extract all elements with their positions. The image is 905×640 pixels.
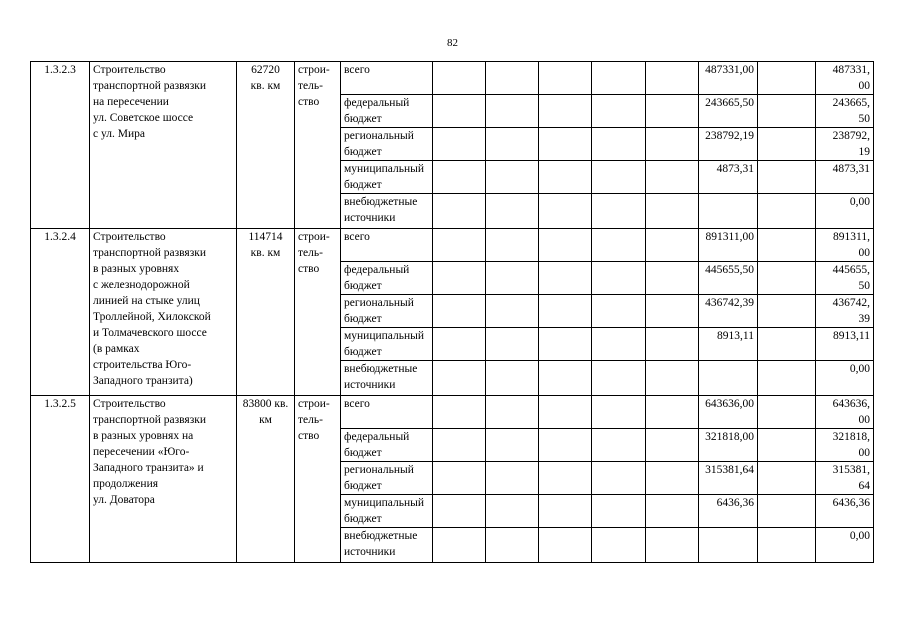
empty-cell xyxy=(592,128,646,161)
empty-cell xyxy=(592,396,646,429)
empty-cell xyxy=(433,361,486,396)
total-cell: 0,00 xyxy=(816,361,874,396)
total-cell: 238792, 19 xyxy=(816,128,874,161)
amount-cell xyxy=(699,194,758,229)
empty-cell xyxy=(486,462,539,495)
empty-cell xyxy=(539,462,592,495)
empty-cell xyxy=(758,295,816,328)
table-row xyxy=(31,62,874,95)
empty-cell xyxy=(592,161,646,194)
empty-cell xyxy=(433,429,486,462)
total-cell: 643636, 00 xyxy=(816,396,874,429)
empty-cell xyxy=(592,62,646,95)
project-capacity: 83800 кв. км xyxy=(237,396,295,563)
empty-cell xyxy=(758,62,816,95)
total-cell: 891311, 00 xyxy=(816,229,874,262)
empty-cell xyxy=(539,429,592,462)
empty-cell xyxy=(486,194,539,229)
amount-cell: 445655,50 xyxy=(699,262,758,295)
amount-cell: 436742,39 xyxy=(699,295,758,328)
total-cell: 243665, 50 xyxy=(816,95,874,128)
project-work-type: строи- тель- ство xyxy=(295,62,341,229)
empty-cell xyxy=(646,62,699,95)
empty-cell xyxy=(646,429,699,462)
funding-source: муниципальный бюджет xyxy=(341,161,433,194)
empty-cell xyxy=(592,229,646,262)
empty-cell xyxy=(758,429,816,462)
empty-cell xyxy=(539,295,592,328)
funding-source: федеральный бюджет xyxy=(341,95,433,128)
investment-plan-table xyxy=(30,61,874,563)
empty-cell xyxy=(486,295,539,328)
project-code: 1.3.2.5 xyxy=(31,396,90,563)
empty-cell xyxy=(646,295,699,328)
project-name: Строительство транспортной развязки в разных уровнях с железнодорожной линией на стыке улиц Троллейной, Хилокской и Толмачевского шоссе (в рамках строительства Юго- Западного транзита) xyxy=(90,229,237,396)
funding-source: муниципальный бюджет xyxy=(341,495,433,528)
empty-cell xyxy=(433,495,486,528)
empty-cell xyxy=(433,328,486,361)
empty-cell xyxy=(486,229,539,262)
empty-cell xyxy=(646,528,699,563)
empty-cell xyxy=(486,328,539,361)
amount-cell: 243665,50 xyxy=(699,95,758,128)
project-work-type: строи- тель- ство xyxy=(295,396,341,563)
project-capacity: 62720 кв. км xyxy=(237,62,295,229)
empty-cell xyxy=(539,128,592,161)
empty-cell xyxy=(539,528,592,563)
funding-source: муниципальный бюджет xyxy=(341,328,433,361)
empty-cell xyxy=(433,262,486,295)
empty-cell xyxy=(486,528,539,563)
amount-cell: 315381,64 xyxy=(699,462,758,495)
empty-cell xyxy=(592,495,646,528)
empty-cell xyxy=(433,62,486,95)
empty-cell xyxy=(758,161,816,194)
empty-cell xyxy=(486,262,539,295)
funding-source: всего xyxy=(341,229,433,262)
empty-cell xyxy=(592,361,646,396)
empty-cell xyxy=(433,128,486,161)
empty-cell xyxy=(539,328,592,361)
funding-source: внебюджетные источники xyxy=(341,361,433,396)
funding-source: региональный бюджет xyxy=(341,295,433,328)
empty-cell xyxy=(433,295,486,328)
total-cell: 445655, 50 xyxy=(816,262,874,295)
empty-cell xyxy=(646,361,699,396)
empty-cell xyxy=(592,462,646,495)
empty-cell xyxy=(592,328,646,361)
total-cell: 8913,11 xyxy=(816,328,874,361)
total-cell: 0,00 xyxy=(816,528,874,563)
amount-cell: 4873,31 xyxy=(699,161,758,194)
empty-cell xyxy=(592,262,646,295)
total-cell: 487331, 00 xyxy=(816,62,874,95)
empty-cell xyxy=(646,95,699,128)
page-number: 82 xyxy=(447,37,458,49)
amount-cell xyxy=(699,361,758,396)
table-row xyxy=(31,229,874,262)
empty-cell xyxy=(486,361,539,396)
empty-cell xyxy=(758,262,816,295)
empty-cell xyxy=(646,229,699,262)
amount-cell: 891311,00 xyxy=(699,229,758,262)
empty-cell xyxy=(433,161,486,194)
project-name: Строительство транспортной развязки в разных уровнях на пересечении «Юго- Западного транзита» и продолжения ул. Доватора xyxy=(90,396,237,563)
empty-cell xyxy=(592,194,646,229)
empty-cell xyxy=(592,95,646,128)
empty-cell xyxy=(539,194,592,229)
empty-cell xyxy=(758,361,816,396)
empty-cell xyxy=(592,528,646,563)
empty-cell xyxy=(758,194,816,229)
empty-cell xyxy=(486,396,539,429)
empty-cell xyxy=(646,194,699,229)
empty-cell xyxy=(433,95,486,128)
empty-cell xyxy=(758,396,816,429)
empty-cell xyxy=(758,95,816,128)
empty-cell xyxy=(539,161,592,194)
empty-cell xyxy=(592,429,646,462)
empty-cell xyxy=(539,396,592,429)
empty-cell xyxy=(539,495,592,528)
amount-cell: 8913,11 xyxy=(699,328,758,361)
total-cell: 436742, 39 xyxy=(816,295,874,328)
funding-source: федеральный бюджет xyxy=(341,429,433,462)
empty-cell xyxy=(486,495,539,528)
empty-cell xyxy=(433,462,486,495)
empty-cell xyxy=(592,295,646,328)
empty-cell xyxy=(646,462,699,495)
total-cell: 321818, 00 xyxy=(816,429,874,462)
empty-cell xyxy=(758,328,816,361)
total-cell: 6436,36 xyxy=(816,495,874,528)
funding-source: внебюджетные источники xyxy=(341,528,433,563)
empty-cell xyxy=(486,62,539,95)
empty-cell xyxy=(758,528,816,563)
total-cell: 315381, 64 xyxy=(816,462,874,495)
empty-cell xyxy=(539,229,592,262)
empty-cell xyxy=(539,262,592,295)
empty-cell xyxy=(758,495,816,528)
project-code: 1.3.2.3 xyxy=(31,62,90,229)
empty-cell xyxy=(758,229,816,262)
total-cell: 4873,31 xyxy=(816,161,874,194)
project-work-type: строи- тель- ство xyxy=(295,229,341,396)
empty-cell xyxy=(646,262,699,295)
empty-cell xyxy=(646,128,699,161)
funding-source: всего xyxy=(341,62,433,95)
empty-cell xyxy=(758,128,816,161)
empty-cell xyxy=(433,194,486,229)
empty-cell xyxy=(433,396,486,429)
empty-cell xyxy=(646,495,699,528)
funding-source: федеральный бюджет xyxy=(341,262,433,295)
empty-cell xyxy=(486,429,539,462)
empty-cell xyxy=(539,62,592,95)
empty-cell xyxy=(433,229,486,262)
table-row xyxy=(31,396,874,429)
empty-cell xyxy=(486,128,539,161)
empty-cell xyxy=(539,361,592,396)
empty-cell xyxy=(646,328,699,361)
project-capacity: 114714 кв. км xyxy=(237,229,295,396)
empty-cell xyxy=(486,161,539,194)
empty-cell xyxy=(758,462,816,495)
empty-cell xyxy=(539,95,592,128)
amount-cell: 6436,36 xyxy=(699,495,758,528)
amount-cell: 321818,00 xyxy=(699,429,758,462)
project-name: Строительство транспортной развязки на пересечении ул. Советское шоссе с ул. Мира xyxy=(90,62,237,229)
empty-cell xyxy=(486,95,539,128)
funding-source: региональный бюджет xyxy=(341,462,433,495)
funding-source: всего xyxy=(341,396,433,429)
funding-source: региональный бюджет xyxy=(341,128,433,161)
amount-cell xyxy=(699,528,758,563)
amount-cell: 643636,00 xyxy=(699,396,758,429)
amount-cell: 238792,19 xyxy=(699,128,758,161)
empty-cell xyxy=(433,528,486,563)
amount-cell: 487331,00 xyxy=(699,62,758,95)
empty-cell xyxy=(646,161,699,194)
empty-cell xyxy=(646,396,699,429)
project-code: 1.3.2.4 xyxy=(31,229,90,396)
total-cell: 0,00 xyxy=(816,194,874,229)
funding-source: внебюджетные источники xyxy=(341,194,433,229)
